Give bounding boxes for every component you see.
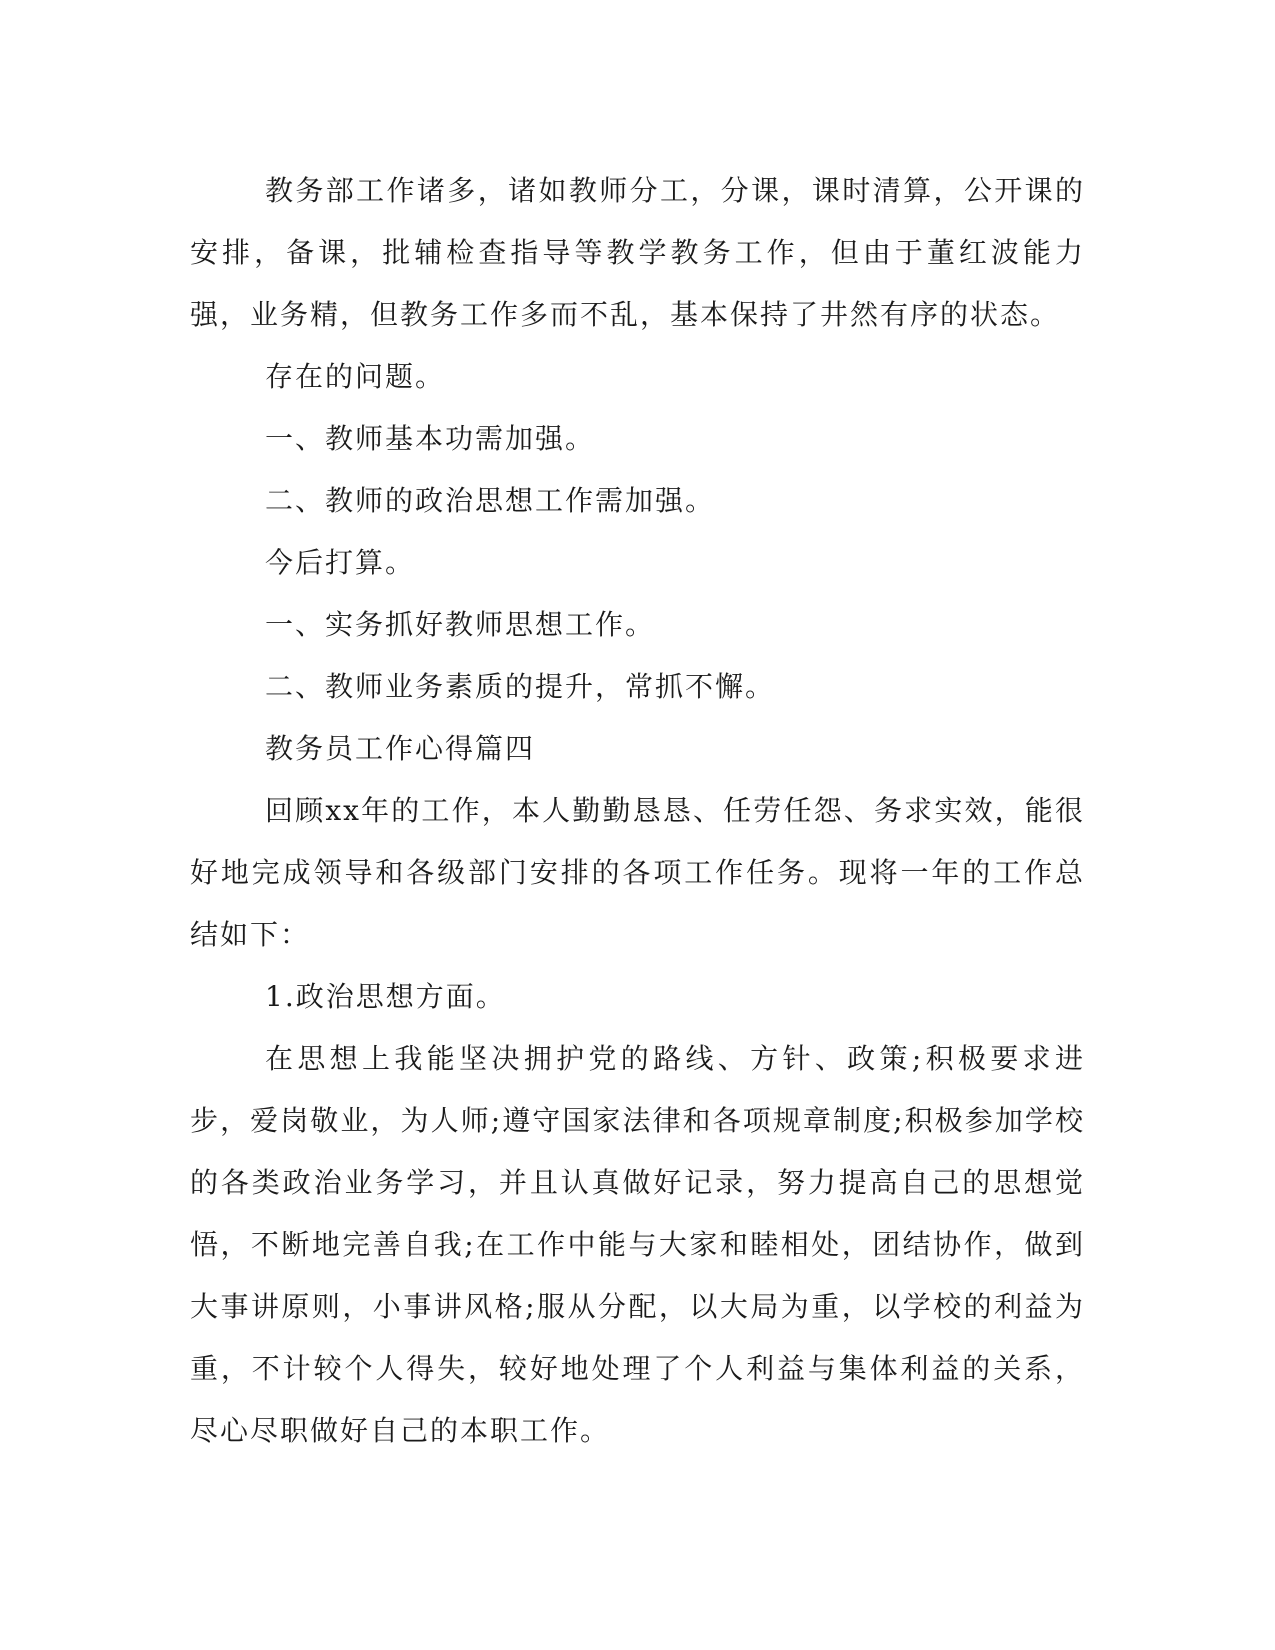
section-title: 教务员工作心得篇四 bbox=[265, 732, 536, 765]
paragraph-year-review: 回顾xx年的工作，本人勤勤恳恳、任劳任怨、务求实效，能很好地完成领导和各级部门安排的各项工作任务。现将一年的工作总结如下： bbox=[190, 794, 1085, 951]
list-item-plan-2: 二、教师业务素质的提升，常抓不懈。 bbox=[265, 670, 776, 703]
list-item-plan-1: 一、实务抓好教师思想工作。 bbox=[265, 608, 656, 641]
heading-future-plans: 今后打算。 bbox=[265, 546, 416, 579]
document-body bbox=[190, 160, 1085, 1462]
list-item-problem-2: 二、教师的政治思想工作需加强。 bbox=[265, 484, 716, 517]
paragraph-academic-affairs: 教务部工作诸多，诸如教师分工，分课，课时清算，公开课的安排，备课，批辅检查指导等教学教务工作，但由于董红波能力强，业务精，但教务工作多而不乱，基本保持了井然有序的状态。 bbox=[190, 174, 1085, 331]
heading-existing-problems: 存在的问题。 bbox=[265, 360, 446, 393]
subheading-political-thought: 1.政治思想方面。 bbox=[265, 980, 506, 1013]
paragraph-political-thought: 在思想上我能坚决拥护党的路线、方针、政策;积极要求进步，爱岗敬业，为人师;遵守国家法律和各项规章制度;积极参加学校的各类政治业务学习，并且认真做好记录，努力提高自己的思想觉悟，不断地完善自我;在工作中能与大家和睦相处，团结协作，做到大事讲原则，小事讲风格;服从分配，以大局为重，以学校的利益为重，不计较个人得失，较好地处理了个人利益与集体利益的关系，尽心尽职做好自己的本职工作。 bbox=[190, 1042, 1085, 1447]
list-item-problem-1: 一、教师基本功需加强。 bbox=[265, 422, 596, 455]
